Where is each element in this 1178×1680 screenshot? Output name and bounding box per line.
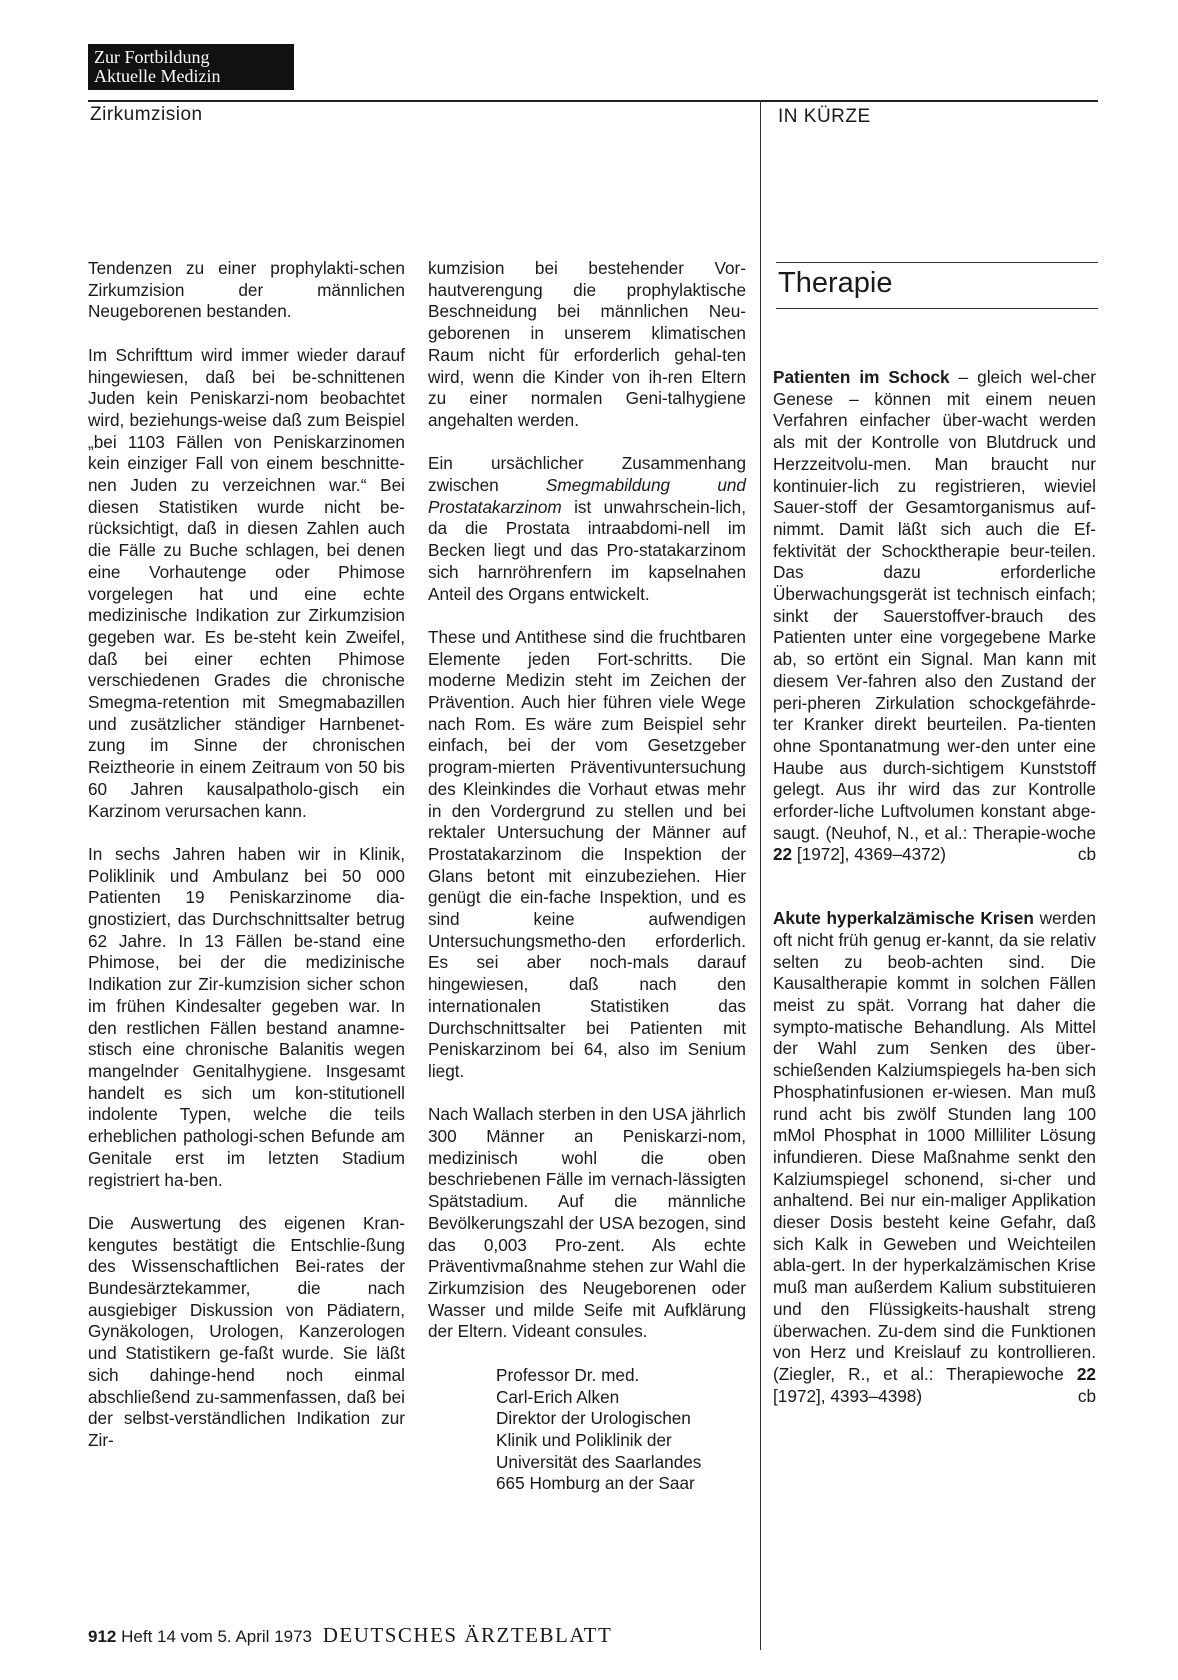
brief-item: [773, 908, 1096, 1407]
paragraph: These und Antithese sind die fruchtbaren Elemente jeden Fort-schritts. Die moderne Medizin steht im Zeichen der Prävention. Auch hier führen viele Wege nach Rom. Es wäre zum Beispiel sehr einfach, bei der vom Gesetzgeber program-mierten Präventivuntersuchung des Kleinkindes die Vorhaut etwas mehr in den Vordergrund zu stellen und bei rektaler Untersuchung der Männer auf Prostatakarzinom die Inspektion der Glans betont mit einzubeziehen. Hier genügt die ein-fache Inspektion, und es sind keine aufwendigen Untersuchungsmetho-den erforderlich. Es sei aber noch-mals darauf hingewiesen, daß nach den internationalen Statistiken das Durchschnittsalter bei Patienten mit Peniskarzinom bei 64, also im Senium liegt.: [428, 626, 746, 1081]
header-rule: [88, 100, 1098, 102]
brief-item: [773, 367, 1096, 866]
italic-term: Smegmabildung und Prostatakarzinom: [428, 475, 746, 517]
text-run: ist unwahrschein-lich, da die Prostata intraabdomi-nell im Becken liegt und das Pro-statakarzinom sich harnröhrenfern im kapselnahen Anteil des Organs entwickelt.: [428, 496, 746, 604]
author-signature: [428, 1365, 746, 1495]
series-label-line1: Zur Fortbildung: [94, 47, 210, 67]
paragraph: kumzision bei bestehender Vor-hautverengung die prophylaktische Beschneidung bei männlichen Neu-geborenen in unserem klimatischen Raum nicht für erforderlich gehal-ten wird, wenn die Kinder von ih-ren Eltern zu einer normalen Geni-talhygiene angehalten werden.: [428, 258, 746, 430]
paragraph: In sechs Jahren haben wir in Klinik, Poliklinik und Ambulanz bei 50 000 Patienten 19 Peniskarzinome dia-gnostiziert, das Durchschnittsalter betrug 62 Jahre. In 13 Fällen be-stand eine Phimose, bei der die medizinische Indikation zur Zir-kumzision sicher schon im frühen Kindesalter gegeben war. In den restlichen Fällen bestand anamne-stisch eine chronische Balanitis wegen mangelnder Genitalhygiene. Insgesamt handelt es sich um kon-stitutionell indolente Typen, welche die teils erheblichen pathologi-schen Befunde am Genitale erst im letzten Stadium registriert ha-ben.: [88, 843, 405, 1190]
in-brief-label: IN KÜRZE: [778, 106, 871, 127]
page-footer: [88, 1623, 612, 1648]
signature-line: Klinik und Poliklinik der: [496, 1429, 672, 1450]
brief-item-lead: Patienten im Schock: [773, 367, 950, 387]
paragraph: Die Auswertung des eigenen Kran-kengutes bestätigt die Entschlie-ßung des Wissenschaftlichen Bei-rates der Bundesärztekammer, die nach ausgiebiger Diskussion von Pädiatern, Gynäkologen, Urologen, Kanzerologen und Statistikern ge-faßt wurde. Sie läßt sich dahinge-hend noch einmal abschließend zu-sammenfassen, daß bei der selbst-verständlichen Indikation zur Zir-: [88, 1212, 405, 1450]
volume-number: 22: [773, 844, 793, 865]
signature-line: Carl-Erich Alken: [496, 1386, 620, 1407]
text-run: Ein ursächlicher Zusammenhang zwischen: [428, 453, 746, 496]
series-label-box: [88, 44, 294, 90]
column-divider: [760, 100, 761, 1650]
text-run: werden oft nicht früh genug er-kannt, da sie relativ selten zu beob-achten sind. Die Kausaltherapie kommt in solchen Fällen meist zu spät. Vorrang hat daher die sympto-matische Behandlung. Als Mittel der Wahl zum Senken des über-schießenden Kalziumspiegels ha-ben sich Phosphatinfusionen er-wiesen. Man muß rund acht bis zwölf Stunden lang 100 mMol Phosphat in 1000 Milliliter Lösung infundieren. Diese Maßnahme senkt den Kalziumspiegel schonend, si-cher und anhaltend. Bei nur ein-maliger Applikation dieser Dosis besteht keine Gefahr, daß sich Kalk in Geweben und Weichteilen abla-gert. In der hyperkalzämischen Krise muß man außerdem Kalium substituieren und den Flüssigkeits-haushalt streng überwachen. Zu-dem sind die Funktionen von Herz und Kreislauf zu kontrollieren. (Ziegler, R., et al.: Therapiewoche: [773, 908, 1096, 1384]
article-column-2: [428, 258, 746, 1495]
article-column-1: [88, 258, 405, 1473]
text-run: [1972], 4369–4372): [792, 844, 946, 865]
series-label-line2: Aktuelle Medizin: [94, 66, 221, 86]
paragraph: Im Schrifttum wird immer wieder darauf hingewiesen, daß bei be-schnittenen Juden kein Peniskarzi-nom beobachtet wird, beziehungs-weise daß zum Beispiel „bei 1103 Fällen von Peniskarzinomen kein einziger Fall von einem beschnitte-nen Juden zu verzeichnen war.“ Bei diesen Statistiken wurde nicht be-rücksichtigt, daß in diesen Zahlen auch die Fälle zu Buche schlagen, bei denen eine Vorhautenge oder Phimose vorgelegen hat und eine echte medizinische Indikation zur Zirkumzision gegeben war. Es be-steht kein Zweifel, daß bei einer echten Phimose verschiedenen Grades die chronische Smegma-retention mit Smegmabazillen und zusätzlicher ständiger Harnbenet-zung im Sinne der chronischen Reiztheorie in einem Zeitraum von 50 bis 60 Jahren kausalpatholo-gisch ein Karzinom verursachen kann.: [88, 344, 405, 821]
sidebar-rule-top: [776, 262, 1098, 263]
sidebar-heading: Therapie: [778, 267, 893, 299]
paragraph: Tendenzen zu einer prophylakti-schen Zirkumzision der männlichen Neugeborenen bestanden.: [88, 258, 405, 322]
text-run: [1972], 4393–4398): [773, 1385, 923, 1406]
page-number: 912: [88, 1627, 117, 1646]
signature-line: 665 Homburg an der Saar: [496, 1473, 695, 1494]
signature-line: Universität des Saarlandes: [496, 1451, 702, 1472]
article-topic: Zirkumzision: [90, 104, 203, 125]
author-initials: cb: [1077, 844, 1096, 865]
author-initials: cb: [1077, 1385, 1096, 1406]
sidebar-column: [773, 367, 1096, 1449]
text-run: – gleich wel-cher Genese – können mit einem neuen Verfahren einfacher über-wacht werden als mit der Kontrolle von Blutdruck und Herzzeitvolu-men. Man braucht nur kontinuier-lich zu registrieren, wieviel Sauer-stoff der Gesamtorganismus auf-nimmt. Damit läßt sich auch die Ef-fektivität der Schocktherapie beur-teilen. Das dazu erforderliche Überwachungsgerät ist technisch einfach; sinkt der Sauerstoffver-brauch des Patienten unter eine vorgegebene Marke ab, so ertönt ein Signal. Man kann mit diesem Ver-fahren also den Zustand der peri-pheren Zirkulation schockgefährde-ter Kranker direkt beurteilen. Pa-tienten ohne Spontanatmung wer-den unter eine Haube aus durch-sichtigem Kunststoff gelegt. Aus ihr wird das zur Kontrolle erforder-liche Luftvolumen konstant abge-saugt. (Neuhof, N., et al.: Therapie-woche: [773, 367, 1097, 843]
issue-info: Heft 14 vom 5. April 1973: [121, 1627, 312, 1646]
brief-item-lead: Akute hyperkalzämische Krisen: [773, 908, 1034, 929]
signature-line: Professor Dr. med.: [496, 1364, 640, 1385]
volume-number: 22: [1076, 1363, 1096, 1384]
signature-line: Direktor der Urologischen: [496, 1408, 691, 1429]
sidebar-rule-bottom: [776, 308, 1098, 309]
paragraph: [428, 453, 746, 605]
publication-name: DEUTSCHES ÄRZTEBLATT: [322, 1623, 613, 1647]
paragraph: Nach Wallach sterben in den USA jährlich 300 Männer an Peniskarzi-nom, medizinisch wohl die oben beschriebenen Fälle im vernach-lässigten Spätstadium. Auf die männliche Bevölkerungszahl der USA bezogen, sind das 0,003 Pro-zent. Als echte Präventivmaßnahme stehen zur Wahl die Zirkumzision des Neugeborenen oder Wasser und milde Seife mit Aufklärung der Eltern. Videant consules.: [428, 1104, 746, 1342]
